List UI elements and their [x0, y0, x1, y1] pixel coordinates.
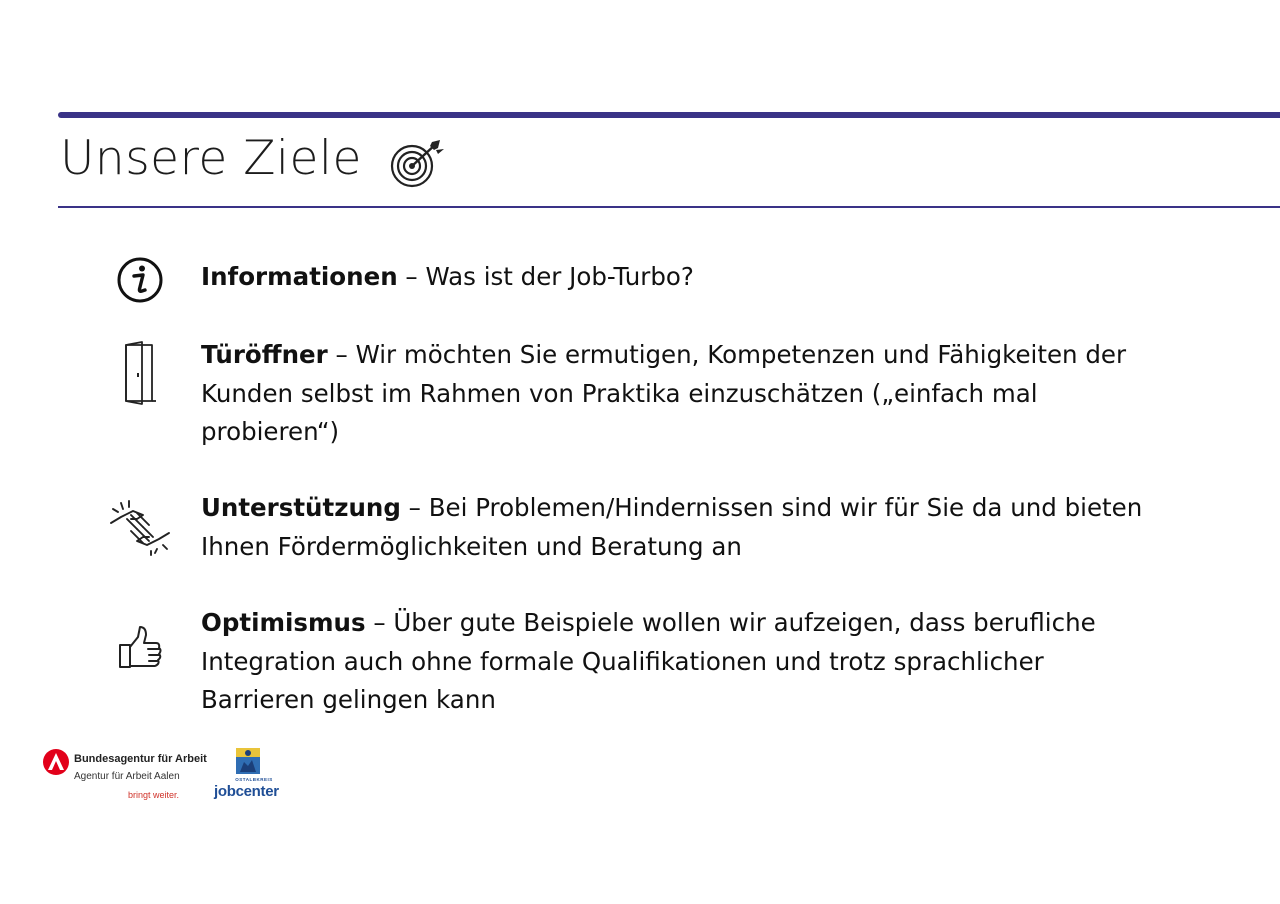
goal-heading: Optimismus	[201, 608, 366, 637]
goal-heading: Türöffner	[201, 340, 328, 369]
goal-text	[201, 258, 1151, 297]
open-door-icon	[106, 338, 174, 406]
separator: –	[365, 608, 394, 637]
jobcenter-emblem-icon	[234, 746, 262, 776]
page-title: Unsere Ziele	[60, 131, 362, 186]
separator: –	[327, 340, 356, 369]
thumbs-up-icon	[106, 614, 174, 682]
ba-name: Bundesagentur für Arbeit	[74, 753, 207, 765]
target-arrow-icon	[388, 138, 446, 190]
separator: –	[397, 262, 426, 291]
ba-slogan: bringt weiter.	[128, 790, 180, 800]
ba-office: Agentur für Arbeit Aalen	[74, 771, 180, 782]
goal-text	[201, 336, 1151, 452]
jobcenter-brand: jobcenter	[214, 783, 279, 800]
goal-heading: Informationen	[201, 262, 398, 291]
info-circle-icon	[106, 246, 174, 314]
goal-heading: Unterstützung	[201, 493, 401, 522]
header-accent-bar	[58, 112, 1280, 118]
goal-text	[201, 489, 1151, 566]
helping-hands-icon	[106, 493, 174, 561]
ba-logo-icon	[42, 748, 70, 776]
goal-text	[201, 604, 1151, 720]
title-divider	[58, 206, 1280, 208]
goal-description: Bei Problemen/Hindernissen sind wir für Sie da und bieten Ihnen Fördermöglichkeiten und Beratung an	[201, 493, 1143, 561]
footer-logos	[42, 746, 302, 806]
jobcenter-district: OSTALBKREIS	[235, 777, 273, 782]
goal-description: Wir möchten Sie ermutigen, Kompetenzen und Fähigkeiten der Kunden selbst im Rahmen von Praktika einzuschätzen („einfach mal probieren“)	[201, 340, 1127, 446]
goal-description: Was ist der Job-Turbo?	[425, 262, 694, 291]
goal-description: Über gute Beispiele wollen wir aufzeigen, dass berufliche Integration auch ohne formale Qualifikationen und trotz sprachlicher Barrieren gelingen kann	[201, 608, 1096, 714]
separator: –	[400, 493, 429, 522]
